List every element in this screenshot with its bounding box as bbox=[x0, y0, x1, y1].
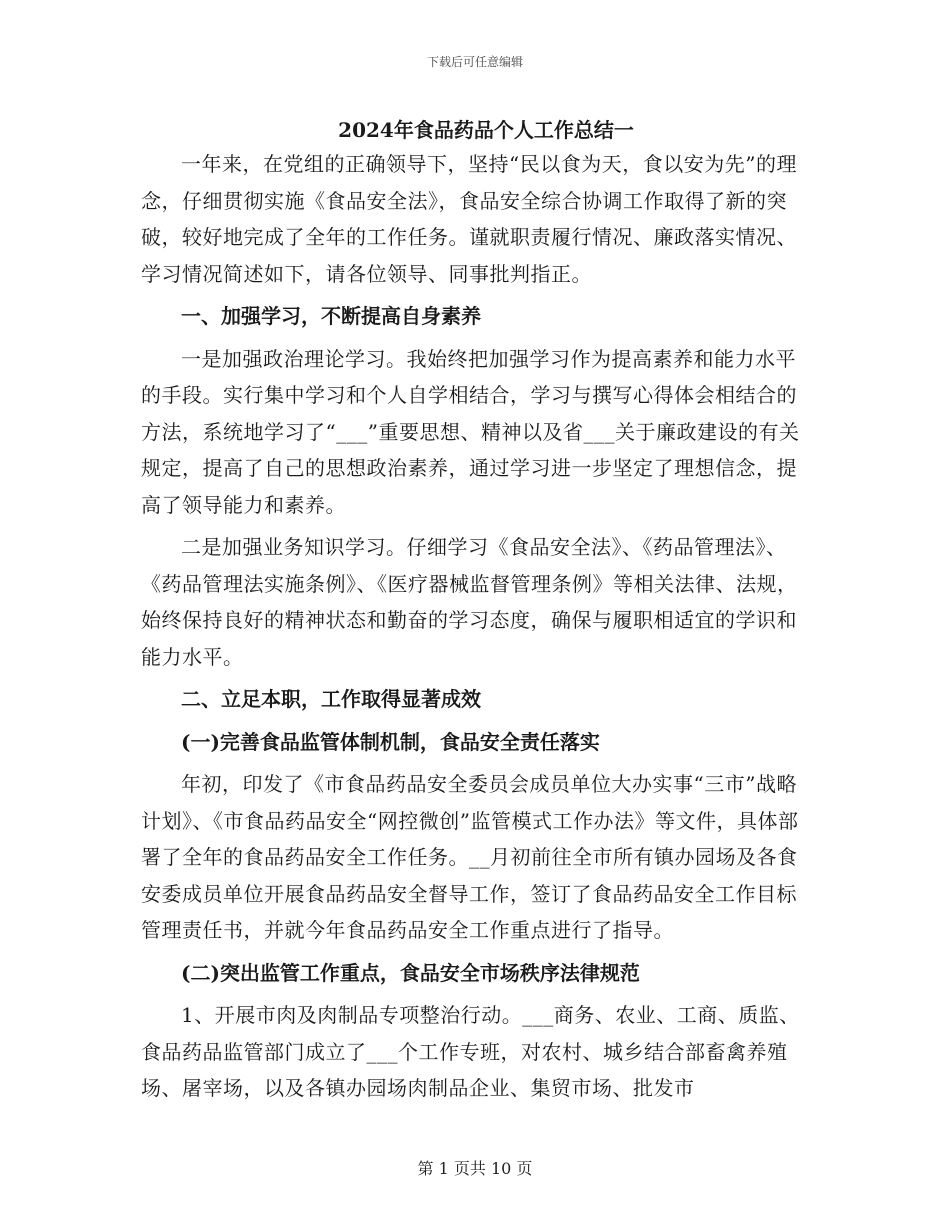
section-1-paragraph-2: 二是加强业务知识学习。仔细学习《食品安全法》、《药品管理法》、《药品管理法实施条例》、《医疗器械监督管理条例》等相关法律、法规，始终保持良好的精神状态和勤奋的学习态度，确保与履职相适宜的学识和能力水平。 bbox=[141, 535, 798, 669]
intro-paragraph: 一年来，在党组的正确领导下，坚持“民以食为天，食以安为先”的理念，仔细贯彻实施《食品安全法》，食品安全综合协调工作取得了新的突破，较好地完成了全年的工作任务。谨就职责履行情况、廉政落实情况、学习情况简述如下，请各位领导、同事批判指正。 bbox=[141, 152, 797, 286]
document-body bbox=[141, 114, 801, 1107]
section-2-heading: 二、立足本职，工作取得显著成效 bbox=[181, 687, 481, 711]
subsection-2-heading: (二)突出监管工作重点，食品安全市场秩序法律规范 bbox=[181, 960, 640, 985]
page-header-note: 下载后可任意编辑 bbox=[426, 55, 523, 69]
section-1-heading: 一、加强学习，不断提高自身素养 bbox=[181, 304, 481, 328]
section-1-paragraph-1: 一是加强政治理论学习。我始终把加强学习作为提高素养和能力水平的手段。实行集中学习和个人自学相结合，学习与撰写心得体会相结合的方法，系统地学习了“___”重要思想、精神以及省___关于廉政建设的有关规定，提高了自己的思想政治素养，通过学习进一步坚定了理想信念，提高了领导能力和素养。 bbox=[141, 346, 800, 517]
subsection-1-heading: (一)完善食品监管体制机制，食品安全责任落实 bbox=[181, 729, 600, 754]
page-number: 第 1 页共 10 页 bbox=[417, 1159, 533, 1178]
document-title: 2024年食品药品个人工作总结一 bbox=[338, 118, 634, 142]
subsection-2-paragraph: 1、开展市肉及肉制品专项整治行动。___商务、农业、工商、质监、食品药品监管部门成立了___个工作专班，对农村、城乡结合部畜禽养殖场、屠宰场，以及各镇办园场肉制品企业、集贸市场、批发市 bbox=[141, 1003, 800, 1100]
subsection-1-paragraph: 年初，印发了《市食品药品安全委员会成员单位大办实事“三市”战略计划》、《市食品药品安全“网控微创”监管模式工作办法》等文件，具体部署了全年的食品药品安全工作任务。__月初前往全市所有镇办园场及各食安委成员单位开展食品药品安全督导工作，签订了食品药品安全工作目标管理责任书，并就今年食品药品安全工作重点进行了指导。 bbox=[141, 772, 799, 942]
